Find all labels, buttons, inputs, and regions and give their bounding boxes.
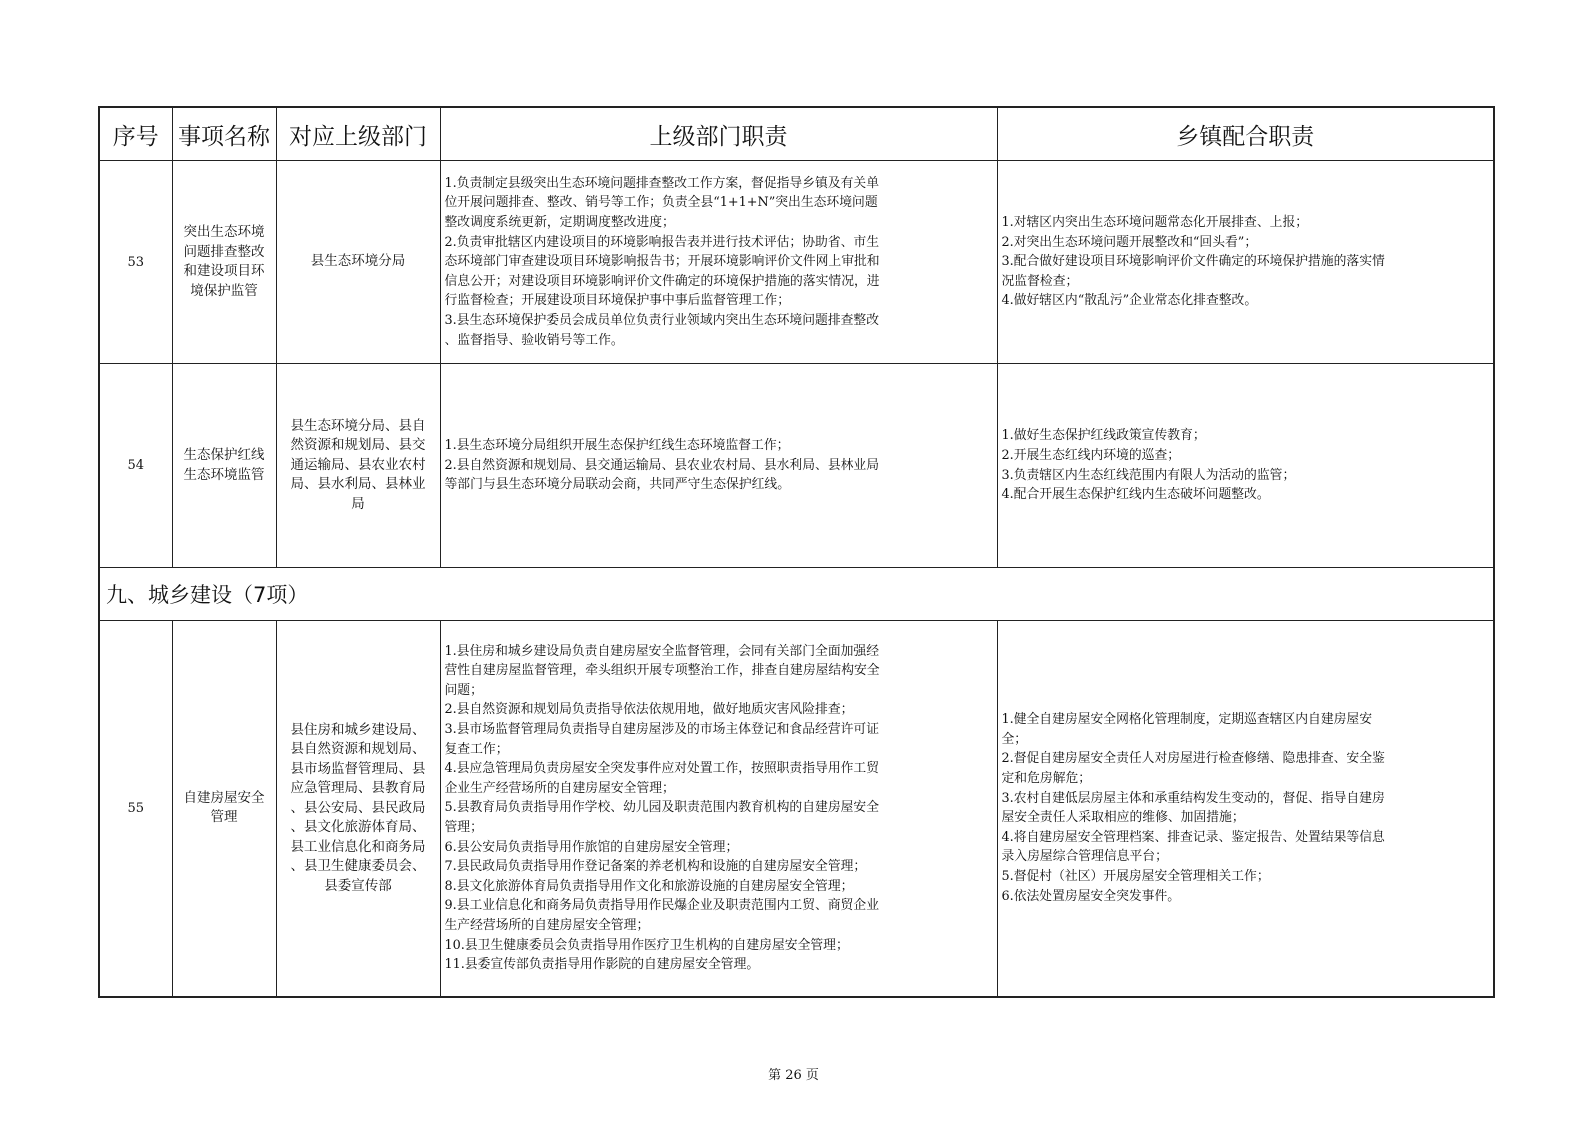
text-line: 2.县自然资源和规划局、县交通运输局、县农业农村局、县水利局、县林业局 <box>444 457 880 473</box>
text-line: 、县公安局、县民政局 <box>290 799 426 816</box>
text-line: 和建设项目环 <box>183 263 265 279</box>
text-line: 自建房屋安全 <box>183 789 265 806</box>
text-line: 位开展问题排查、整改、销号等工作；负责全县“1+1+N”突出生态环境问题 <box>444 195 878 211</box>
text-line: 整改调度系统更新，定期调度整改进度； <box>444 215 675 231</box>
text-line: 态环境部门审查建设项目环境影响报告书；开展环境影响评价文件网上审批和 <box>444 254 880 270</box>
text-line: 录入房屋综合管理信息平台； <box>1001 849 1168 865</box>
text-line: 县生态环境分局 <box>310 253 406 270</box>
row-number: 54 <box>99 364 172 568</box>
text-line: 1.负责制定县级突出生态环境问题排查整改工作方案，督促指导乡镇及有关单 <box>444 175 880 191</box>
text-line: 县住房和城乡建设局、 <box>290 721 426 738</box>
superior-duties <box>440 621 997 997</box>
text-line: 4.将自建房屋安全管理档案、排查记录、鉴定报告、处置结果等信息 <box>1001 829 1385 845</box>
text-line: 7.县民政局负责指导用作登记备案的养老机构和设施的自建房屋安全管理； <box>444 859 867 875</box>
text-line: 问题； <box>444 682 483 698</box>
table-row <box>99 364 1494 568</box>
table-row <box>99 161 1494 364</box>
text-line: 然资源和规划局、县交 <box>290 437 426 454</box>
text-line: 应急管理局、县教育局 <box>290 780 426 796</box>
table-header-row <box>99 107 1494 161</box>
text-line: 管理； <box>444 820 483 836</box>
section-header-row <box>99 568 1494 621</box>
text-line: 突出生态环境 <box>183 224 265 240</box>
township-duties <box>997 161 1494 364</box>
text-line: 况监督检查； <box>1001 273 1079 289</box>
text-line: 3.配合做好建设项目环境影响评价文件确定的环境保护措施的落实情 <box>1001 254 1385 270</box>
header-duty: 上级部门职责 <box>440 107 997 161</box>
text-line: 2.开展生态红线内环境的巡查； <box>1001 447 1181 463</box>
text-line: 2.督促自建房屋安全责任人对房屋进行检查修缮、隐患排查、安全鉴 <box>1001 751 1385 767</box>
text-line: 4.配合开展生态保护红线内生态破坏问题整改。 <box>1001 487 1270 503</box>
township-duties <box>997 621 1494 997</box>
header-name: 事项名称 <box>172 107 276 161</box>
text-line: 1.县住房和城乡建设局负责自建房屋安全监督管理，会同有关部门全面加强经 <box>444 643 880 659</box>
text-line: 11.县委宣传部负责指导用作影院的自建房屋安全管理。 <box>444 957 760 973</box>
text-line: 局 <box>351 495 365 512</box>
text-line: 、县卫生健康委员会、 <box>290 858 426 874</box>
text-line: 2.负责审批辖区内建设项目的环境影响报告表并进行技术评估；协助省、市生 <box>444 234 880 250</box>
text-line: 、监督指导、验收销号等工作。 <box>444 332 624 348</box>
text-line: 全； <box>1001 731 1028 747</box>
text-line: 5.县教育局负责指导用作学校、幼儿园及职责范围内教育机构的自建房屋安全 <box>444 800 880 816</box>
text-line: 1.健全自建房屋安全网格化管理制度，定期巡查辖区内自建房屋安 <box>1001 712 1373 728</box>
header-dept: 对应上级部门 <box>276 107 440 161</box>
superior-department <box>276 161 440 364</box>
text-line: 2.对突出生态环境问题开展整改和“回头看”； <box>1001 234 1258 250</box>
text-line: 企业生产经营场所的自建房屋安全管理； <box>444 780 675 796</box>
text-line: 境保护监管 <box>190 282 258 299</box>
text-line: 生态环境监管 <box>183 466 265 483</box>
text-line: 1.县生态环境分局组织开展生态保护红线生态环境监督工作； <box>444 438 790 454</box>
header-num: 序号 <box>99 107 172 161</box>
text-line: 1.做好生态保护红线政策宣传教育； <box>1001 428 1206 444</box>
superior-department <box>276 621 440 997</box>
text-line: 县自然资源和规划局、 <box>290 741 426 757</box>
text-line: 通运输局、县农业农村 <box>290 456 426 473</box>
township-duties <box>997 364 1494 568</box>
text-line: 10.县卫生健康委员会负责指导用作医疗卫生机构的自建房屋安全管理； <box>444 937 849 953</box>
text-line: 等部门与县生态环境分局联动会商，共同严守生态保护红线。 <box>444 477 791 493</box>
text-line: 9.县工业信息化和商务局负责指导用作民爆企业及职责范围内工贸、商贸企业 <box>444 898 880 914</box>
superior-duties <box>440 364 997 568</box>
text-line: 6.依法处置房屋安全突发事件。 <box>1001 888 1181 904</box>
text-line: 、县文化旅游体育局、 <box>290 819 426 835</box>
item-name <box>172 161 276 364</box>
text-line: 生产经营场所的自建房屋安全管理； <box>444 918 650 934</box>
text-line: 定和危房解危； <box>1001 771 1092 787</box>
section-title: 九、城乡建设（7项） <box>99 568 1494 621</box>
header-town: 乡镇配合职责 <box>997 107 1494 161</box>
superior-duties <box>440 161 997 364</box>
text-line: 管理 <box>210 809 238 826</box>
item-name <box>172 364 276 568</box>
text-line: 4.做好辖区内“散乱污”企业常态化排查整改。 <box>1001 293 1258 309</box>
text-line: 营性自建房屋监督管理，牵头组织开展专项整治工作，排查自建房屋结构安全 <box>444 663 880 679</box>
text-line: 县市场监督管理局、县 <box>290 760 426 777</box>
row-number: 53 <box>99 161 172 364</box>
text-line: 信息公开；对建设项目环境影响评价文件确定的环境保护措施的落实情况，进 <box>444 273 880 289</box>
text-line: 3.农村自建低层房屋主体和承重结构发生变动的，督促、指导自建房 <box>1001 790 1385 806</box>
text-line: 屋安全责任人采取相应的维修、加固措施； <box>1001 810 1245 826</box>
text-line: 2.县自然资源和规划局负责指导依法依规用地，做好地质灾害风险排查； <box>444 702 854 718</box>
superior-department <box>276 364 440 568</box>
text-line: 5.督促村（社区）开展房屋安全管理相关工作； <box>1001 869 1270 885</box>
text-line: 局、县水利局、县林业 <box>290 476 426 493</box>
table-row <box>99 621 1494 997</box>
text-line: 3.县生态环境保护委员会成员单位负责行业领域内突出生态环境问题排查整改 <box>444 312 880 328</box>
text-line: 3.县市场监督管理局负责指导自建房屋涉及的市场主体登记和食品经营许可证 <box>444 722 880 738</box>
text-line: 县生态环境分局、县自 <box>290 417 426 434</box>
text-line: 县工业信息化和商务局 <box>290 838 426 855</box>
text-line: 县委宣传部 <box>324 877 392 894</box>
text-line: 4.县应急管理局负责房屋安全突发事件应对处置工作，按照职责指导用作工贸 <box>444 761 880 777</box>
page-number: 第 26 页 <box>768 1068 819 1083</box>
item-name <box>172 621 276 997</box>
text-line: 问题排查整改 <box>183 243 265 260</box>
responsibility-table <box>98 106 1495 998</box>
text-line: 复查工作； <box>444 741 509 757</box>
row-number: 55 <box>99 621 172 997</box>
text-line: 1.对辖区内突出生态环境问题常态化开展排查、上报； <box>1001 215 1309 231</box>
text-line: 3.负责辖区内生态红线范围内有限人为活动的监管； <box>1001 467 1296 483</box>
text-line: 生态保护红线 <box>183 447 265 463</box>
text-line: 8.县文化旅游体育局负责指导用作文化和旅游设施的自建房屋安全管理； <box>444 878 854 894</box>
text-line: 6.县公安局负责指导用作旅馆的自建房屋安全管理； <box>444 839 739 855</box>
text-line: 行监督检查；开展建设项目环境保护事中事后监督管理工作； <box>444 293 791 309</box>
